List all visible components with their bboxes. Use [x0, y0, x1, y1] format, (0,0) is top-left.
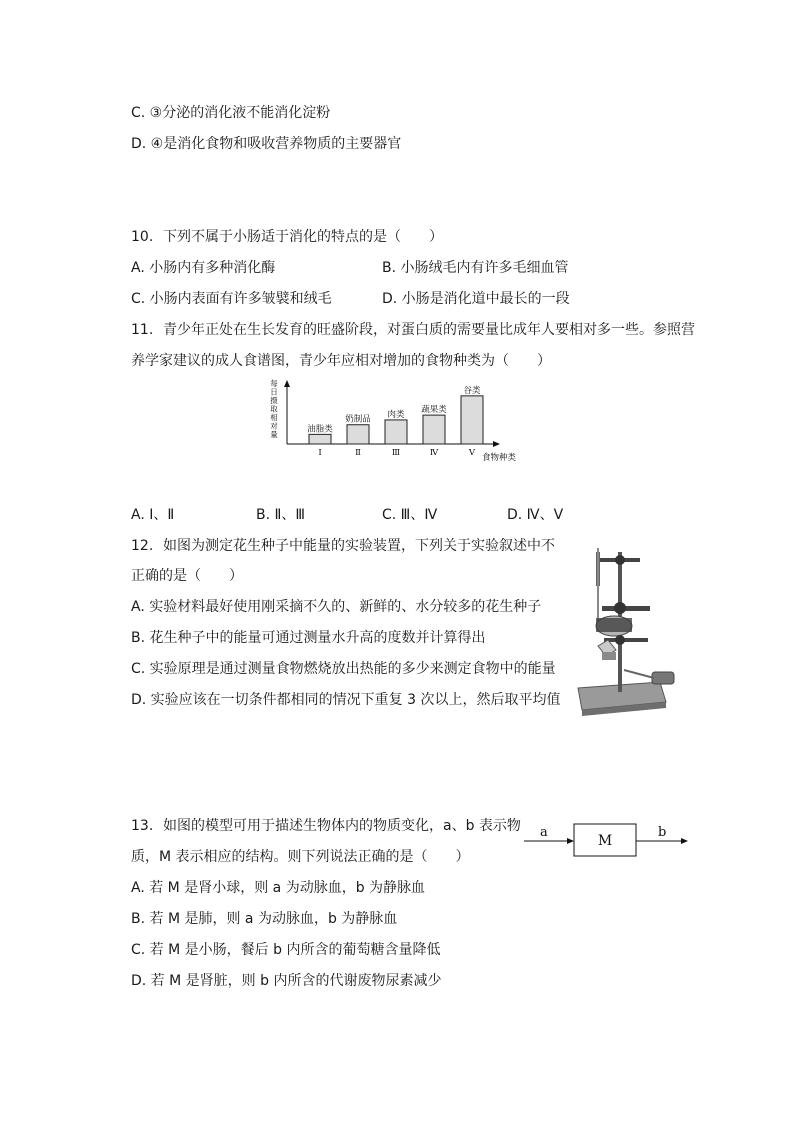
x-tick-label-1: Ⅰ: [318, 448, 322, 458]
q12-option-c: C. 实验原理是通过测量食物燃烧放出热能的多少来测定食物中的能量: [131, 661, 556, 677]
q12-stem-line1: [131, 536, 555, 556]
y-axis-arrow-icon: [284, 380, 290, 387]
y-axis-label-char: 日: [270, 387, 278, 397]
bar-label-4: 蔬果类: [421, 405, 447, 416]
q13-stem-line1: [131, 816, 521, 836]
bar-3: [385, 420, 407, 444]
y-axis-label-char: 摄: [270, 396, 278, 405]
q13-stem-line2: 质，M 表示相应的结构。则下列说法正确的是（ ）: [131, 849, 470, 865]
peanut-combustion-apparatus-image: [574, 540, 686, 730]
x-axis-arrow-icon: [493, 441, 500, 447]
x-axis-label: 食物种类: [481, 453, 517, 463]
q12-option-b: B. 花生种子中的能量可通过测量水升高的度数并计算得出: [131, 630, 486, 646]
q13-option-c: C. 若 M 是小肠，餐后 b 内所含的葡萄糖含量降低: [131, 942, 441, 958]
prev-option-d: D. ④是消化食物和吸收营养物质的主要器官: [131, 136, 402, 152]
q10-stem: [131, 227, 443, 247]
input-label-a: a: [540, 825, 548, 840]
q10-option-b: B. 小肠绒毛内有许多毛细血管: [382, 260, 569, 276]
bar-5: [461, 396, 483, 444]
q13-option-a: A. 若 M 是肾小球，则 a 为动脉血，b 为静脉血: [131, 880, 426, 896]
x-tick-label-4: Ⅳ: [429, 448, 439, 458]
q11-option-b: B. Ⅱ、Ⅲ: [256, 507, 306, 523]
bar-4: [423, 415, 445, 444]
bar-label-1: 油脂类: [307, 424, 333, 435]
q12-option-d: D. 实验应该在一切条件都相同的情况下重复 3 次以上，然后取平均值: [131, 692, 561, 708]
q10-option-c: C. 小肠内表面有许多皱襞和绒毛: [131, 291, 332, 307]
q11-number: 11.: [131, 322, 154, 338]
q13-option-b: B. 若 M 是肺，则 a 为动脉血，b 为静脉血: [131, 911, 398, 927]
q12-stem-line2: 正确的是（ ）: [131, 568, 243, 584]
q13-stem-text-1: 如图的模型可用于描述生物体内的物质变化，a、b 表示物: [163, 818, 521, 834]
y-axis-label-char: 对: [270, 421, 278, 431]
q11-stem-line1: [131, 320, 695, 340]
q12-number: 12.: [131, 538, 154, 554]
bar-1: [309, 434, 331, 444]
x-tick-label-2: Ⅱ: [355, 448, 361, 458]
m-model-diagram: [522, 820, 692, 860]
q12-option-a: A. 实验材料最好使用刚采摘不久的、新鲜的、水分较多的花生种子: [131, 599, 542, 615]
output-arrowhead-icon: [681, 838, 688, 844]
bar-2: [347, 425, 369, 444]
bar-label-5: 谷类: [463, 385, 481, 396]
bar-label-2: 奶制品: [345, 414, 371, 425]
prev-option-c: C. ③分泌的消化液不能消化淀粉: [131, 105, 331, 121]
y-axis-label-char: 相: [270, 413, 278, 422]
q12-stem-text-1: 如图为测定花生种子中能量的实验装置，下列关于实验叙述中不: [163, 538, 555, 554]
q10-number: 10.: [131, 229, 154, 245]
input-arrowhead-icon: [567, 838, 574, 844]
x-tick-label-5: Ⅴ: [468, 448, 476, 458]
q10-stem-text: 下列不属于小肠适于消化的特点的是（ ）: [163, 229, 443, 245]
q13-option-d: D. 若 M 是肾脏，则 b 内所含的代谢废物尿素减少: [131, 973, 442, 989]
x-tick-label-3: Ⅲ: [391, 448, 401, 458]
output-label-b: b: [658, 825, 667, 840]
q11-stem-text-1: 青少年正处在生长发育的旺盛阶段，对蛋白质的需要量比成年人要相对多一些。参照营: [163, 322, 695, 338]
q11-option-d: D. Ⅳ、Ⅴ: [507, 507, 564, 523]
bar-label-3: 肉类: [387, 409, 405, 420]
structure-label-m: M: [597, 833, 613, 849]
q11-option-c: C. Ⅲ、Ⅳ: [382, 507, 438, 523]
q11-stem-line2: 养学家建议的成人食谱图，青少年应相对增加的食物种类为（ ）: [131, 353, 551, 369]
q11-option-a: A. Ⅰ、Ⅱ: [131, 507, 175, 523]
q13-number: 13.: [131, 818, 154, 834]
q10-option-d: D. 小肠是消化道中最长的一段: [382, 291, 570, 307]
food-pyramid-bar-chart: [265, 376, 535, 466]
y-axis-label-char: 量: [270, 430, 278, 439]
y-axis-label-char: 取: [270, 404, 278, 414]
y-axis-label-char: 每: [270, 379, 278, 388]
q11-options: [131, 505, 651, 525]
q10-option-a: A. 小肠内有多种消化酶: [131, 260, 276, 276]
